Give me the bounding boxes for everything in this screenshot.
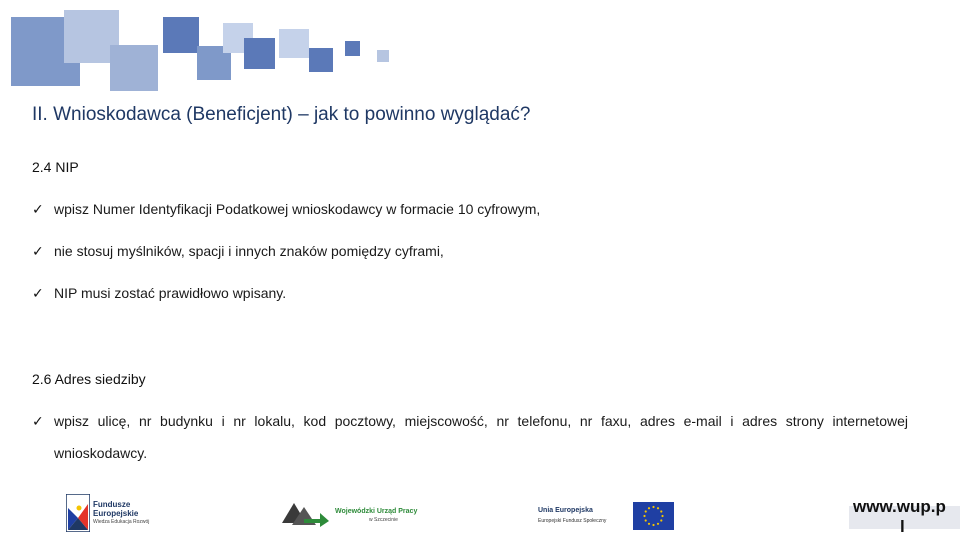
website-url-line1: www.wup.p — [853, 497, 946, 516]
list-item — [32, 243, 444, 260]
section-heading-address: 2.6 Adres siedziby — [32, 371, 146, 387]
deco-square — [279, 29, 309, 58]
deco-square — [110, 45, 158, 91]
wup-emblem-icon — [280, 499, 330, 527]
list-item — [32, 405, 908, 469]
eu-logo-line1: Unia Europejska — [538, 507, 593, 514]
list-item-text: nie stosuj myślników, spacji i innych znaków pomiędzy cyframi, — [54, 243, 444, 259]
list-item-text: wpisz Numer Identyfikacji Podatkowej wnioskodawcy w formacie 10 cyfrowym, — [54, 201, 541, 217]
fe-logo-line2: Europejskie — [93, 509, 139, 518]
eu-flag-icon — [633, 502, 674, 530]
deco-square — [163, 17, 199, 53]
list-item-text: wpisz ulicę, nr budynku i nr lokalu, kod pocztowy, miejscowość, nr telefonu, nr faxu, adres e-mail i adres strony internetowej wnioskodawcy. — [54, 413, 908, 461]
website-url-line2: l — [900, 517, 905, 536]
list-item — [32, 285, 286, 302]
deco-square — [244, 38, 275, 69]
checkmark-icon: ✓ — [32, 285, 44, 301]
eu-logo-line2: Europejski Fundusz Społeczny — [538, 518, 607, 524]
wup-logo-line2: w Szczecinie — [369, 517, 398, 523]
deco-square — [309, 48, 333, 72]
deco-square — [377, 50, 389, 62]
checkmark-icon: ✓ — [32, 201, 44, 217]
fe-logo-line1: Fundusze — [93, 500, 131, 509]
checkmark-icon: ✓ — [32, 413, 44, 429]
unia-europejska-logo — [538, 506, 633, 528]
checkmark-icon: ✓ — [32, 243, 44, 259]
fundusze-europejskie-logo — [66, 494, 176, 532]
deco-square — [345, 41, 360, 56]
slide-title: II. Wnioskodawca (Beneficjent) – jak to powinno wyglądać? — [32, 104, 531, 125]
fe-logo-line3: Wiedza Edukacja Rozwój — [93, 519, 150, 525]
wup-szczecin-logo — [280, 499, 430, 529]
section-heading-nip: 2.4 NIP — [32, 159, 79, 175]
list-item-text: NIP musi zostać prawidłowo wpisany. — [54, 285, 287, 301]
fundusze-europejskie-emblem-icon — [66, 494, 90, 532]
list-item — [32, 201, 540, 218]
wup-logo-line1: Wojewódzki Urząd Pracy — [335, 508, 418, 515]
website-url-box — [845, 495, 960, 540]
